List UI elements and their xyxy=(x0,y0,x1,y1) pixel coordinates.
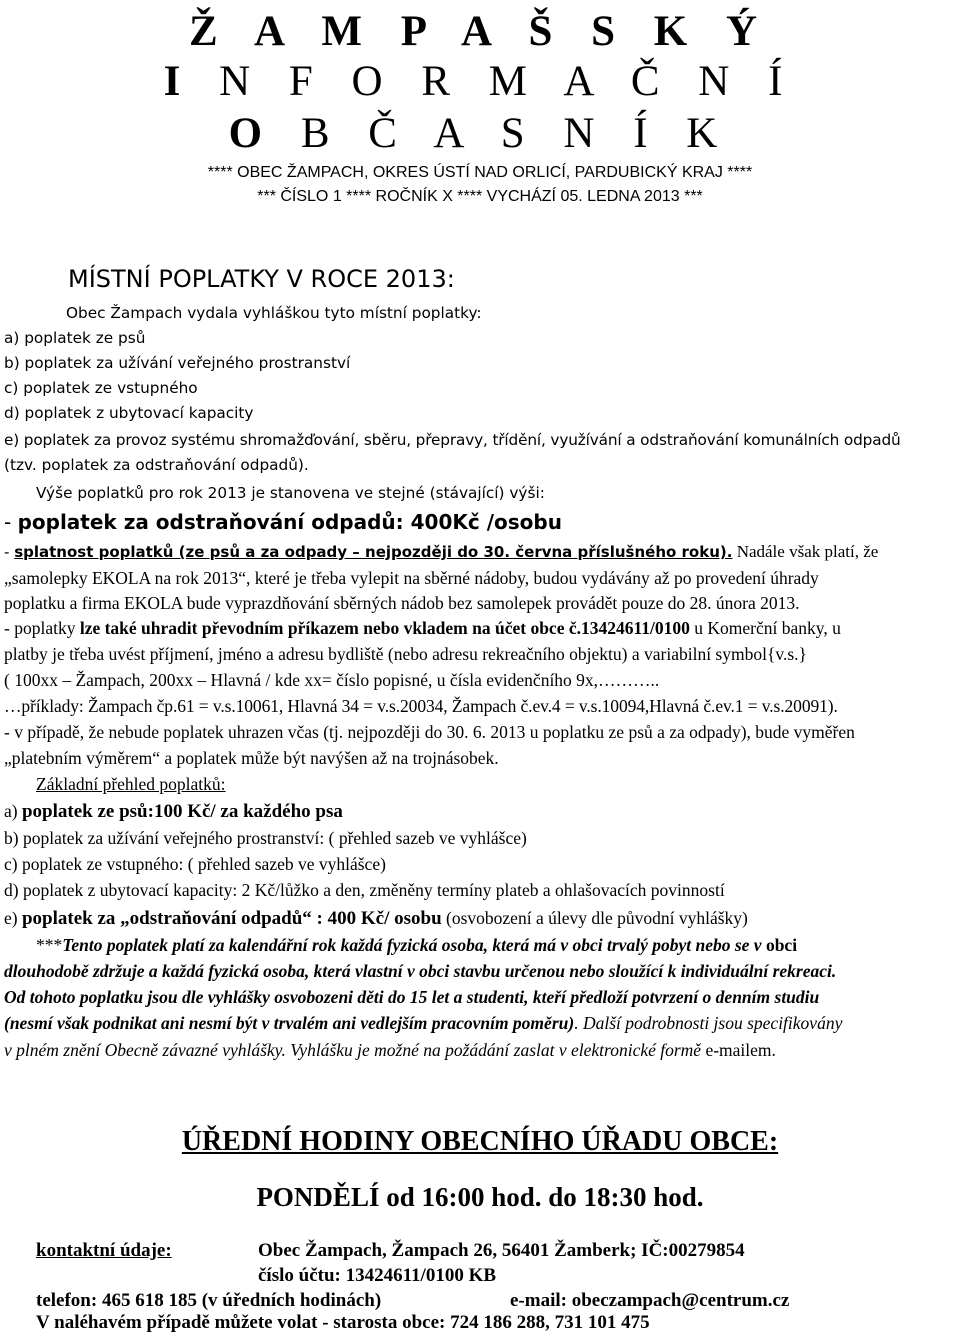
fee-item-e-note: (tzv. poplatek za odstraňování odpadů). xyxy=(4,456,309,474)
fee-item-a: a) poplatek ze psů xyxy=(4,329,146,347)
masthead-obcasnik: B Č A S N Í K xyxy=(276,110,732,157)
overview-a xyxy=(4,799,343,824)
fees-amount-intro: Výše poplatků pro rok 2013 je stanovena ve stejné (stávající) výši: xyxy=(36,484,545,502)
contact-phone: telefon: 465 618 185 (v úředních hodinách) xyxy=(36,1290,382,1311)
masthead-initial-i: I xyxy=(163,58,195,105)
note-5-rest: e-mailem. xyxy=(701,1040,776,1060)
late-line-2: „platebním výměrem“ a poplatek může být navýšen až na trojnásobek. xyxy=(4,748,499,768)
due-dash: - xyxy=(4,543,15,561)
main-fee-line xyxy=(4,507,562,537)
transfer-line-1 xyxy=(4,616,841,641)
transfer-line-2: platby je třeba uvést příjmení, jméno a adresu bydliště (nebo adresu rekreačního objektu) a variabilní symbol{v.s.} xyxy=(4,644,807,664)
main-fee-dash: - xyxy=(4,510,18,534)
note-4-rest: . Další podrobnosti jsou specifikovány xyxy=(574,1013,843,1033)
fee-item-e: e) poplatek za provoz systému shromažďování, sběru, přepravy, třídění, využívání a odstraňování komunálních odpadů xyxy=(4,431,901,449)
due-date-bold: splatnost poplatků (ze psů a za odpady – nejpozději do 30. června příslušného roku). xyxy=(14,543,733,561)
transfer-bold: lze také uhradit převodním příkazem nebo vkladem na účet obce č.13424611/0100 xyxy=(79,618,690,638)
masthead-subline-1: **** OBEC ŽAMPACH, OKRES ÚSTÍ NAD ORLICÍ, PARDUBICKÝ KRAJ **** xyxy=(207,164,753,181)
office-hours-heading: ÚŘEDNÍ HODINY OBECNÍHO ÚŘADU OBCE: xyxy=(181,1126,779,1157)
fees-intro: Obec Žampach vydala vyhláškou tyto místní poplatky: xyxy=(66,304,482,322)
contact-label: kontaktní údaje: xyxy=(36,1240,172,1261)
contact-account: číslo účtu: 13424611/0100 KB xyxy=(258,1265,497,1286)
overview-e xyxy=(4,906,748,931)
overview-b: b) poplatek za užívání veřejného prostranství: ( přehled sazeb ve vyhlášce) xyxy=(4,828,527,848)
masthead-title xyxy=(0,7,960,57)
overview-e-bold: poplatek za „odstraňování odpadů“ : 400 Kč/ osobu xyxy=(21,908,442,929)
transfer-line-4: …příklady: Žampach čp.61 = v.s.10061, Hlavná 34 = v.s.20034, Žampach č.ev.4 = v.s.10094,Hlavná č.ev.1 = v.s.20091). xyxy=(4,696,838,716)
masthead-subline-2: *** ČÍSLO 1 **** ROČNÍK X **** VYCHÁZÍ 05. LEDNA 2013 *** xyxy=(257,188,703,205)
overview-d: d) poplatek z ubytovací kapacity: 2 Kč/lůžko a den, změněny termíny plateb a ohlašovacích povinností xyxy=(4,880,725,900)
masthead-line-2 xyxy=(0,57,960,107)
masthead-initial-o: O xyxy=(228,110,277,157)
note-stars: *** xyxy=(36,935,63,955)
contact-emergency: V naléhavém případě můžete volat - starosta obce: 724 186 288, 731 101 475 xyxy=(36,1312,650,1333)
overview-c: c) poplatek ze vstupného: ( přehled sazeb ve vyhlášce) xyxy=(4,854,386,874)
overview-a-prefix: a) xyxy=(4,801,22,821)
masthead-line-3 xyxy=(0,109,960,159)
transfer-post: u Komerční banky, u xyxy=(689,618,841,638)
contact-address: Obec Žampach, Žampach 26, 56401 Žamberk; IČ:00279854 xyxy=(258,1240,745,1261)
masthead-informacni: N F O R M A Č N Í xyxy=(194,58,797,105)
fee-item-c: c) poplatek ze vstupného xyxy=(4,379,198,397)
sticker-line-2: poplatku a firma EKOLA bude vyprazdňování sběrných nádob bez samolepek provádět pouze do 28. února 2013. xyxy=(4,593,800,613)
due-rest: Nadále však platí, že xyxy=(732,542,879,561)
overview-e-post: (osvobození a úlevy dle původní vyhlášky) xyxy=(441,908,748,928)
due-line xyxy=(4,540,878,564)
note-line-4 xyxy=(4,1011,842,1036)
transfer-line-3: ( 100xx – Žampach, 200xx – Hlavná / kde xx= číslo popisné, u čísla evidenčního 9x,……….. xyxy=(4,670,660,690)
overview-e-prefix: e) xyxy=(4,908,22,928)
note-1-bold: obci xyxy=(761,935,798,955)
note-5-italic: v plném znění Obecně závazné vyhlášky. Vyhlášku je možné na požádání zaslat v elektronické formě xyxy=(4,1040,702,1060)
note-4-bold: (nesmí však podnikat ani nesmí být v trvalém ani vedlejším pracovním poměru) xyxy=(4,1013,575,1033)
note-1-italic: Tento poplatek platí za kalendářní rok každá fyzická osoba, která má v obci trvalý pobyt nebo se v xyxy=(62,935,762,955)
fee-item-b: b) poplatek za užívání veřejného prostranství xyxy=(4,354,351,372)
note-line-1 xyxy=(36,933,797,958)
note-line-2: dlouhodobě zdržuje a každá fyzická osoba, která vlastní v obci stavbu určenou nebo sloužící k individuální rekreaci. xyxy=(4,961,837,981)
fees-heading: MÍSTNÍ POPLATKY V ROCE 2013: xyxy=(68,265,455,293)
fee-item-d: d) poplatek z ubytovací kapacity xyxy=(4,404,254,422)
transfer-pre: - poplatky xyxy=(4,618,80,638)
office-hours: PONDĚLÍ od 16:00 hod. do 18:30 hod. xyxy=(256,1182,704,1212)
late-line-1: - v případě, že nebude poplatek uhrazen včas (tj. nejpozději do 30. 6. 2013 u poplatku ze psů a za odpady), bude vyměřen xyxy=(4,722,855,742)
contact-email[interactable]: e-mail: obeczampach@centrum.cz xyxy=(510,1290,790,1311)
contact-line-1 xyxy=(36,1239,745,1263)
overview-a-bold: poplatek ze psů:100 Kč/ za každého psa xyxy=(21,801,343,822)
masthead-line-1: Ž A M P A Š S K Ý xyxy=(188,8,772,55)
note-line-5 xyxy=(4,1038,776,1063)
note-line-3: Od tohoto poplatku jsou dle vyhlášky osvobozeni děti do 15 let a studenti, kteří předloží potvrzení o denním studiu xyxy=(4,987,820,1007)
overview-heading: Základní přehled poplatků: xyxy=(36,774,226,794)
main-fee: poplatek za odstraňování odpadů: 400Kč /osobu xyxy=(17,510,562,534)
sticker-line-1: „samolepky EKOLA na rok 2013“, které je třeba vylepit na sběrné nádoby, budou vydávány až po provedení úhrady xyxy=(4,568,819,588)
